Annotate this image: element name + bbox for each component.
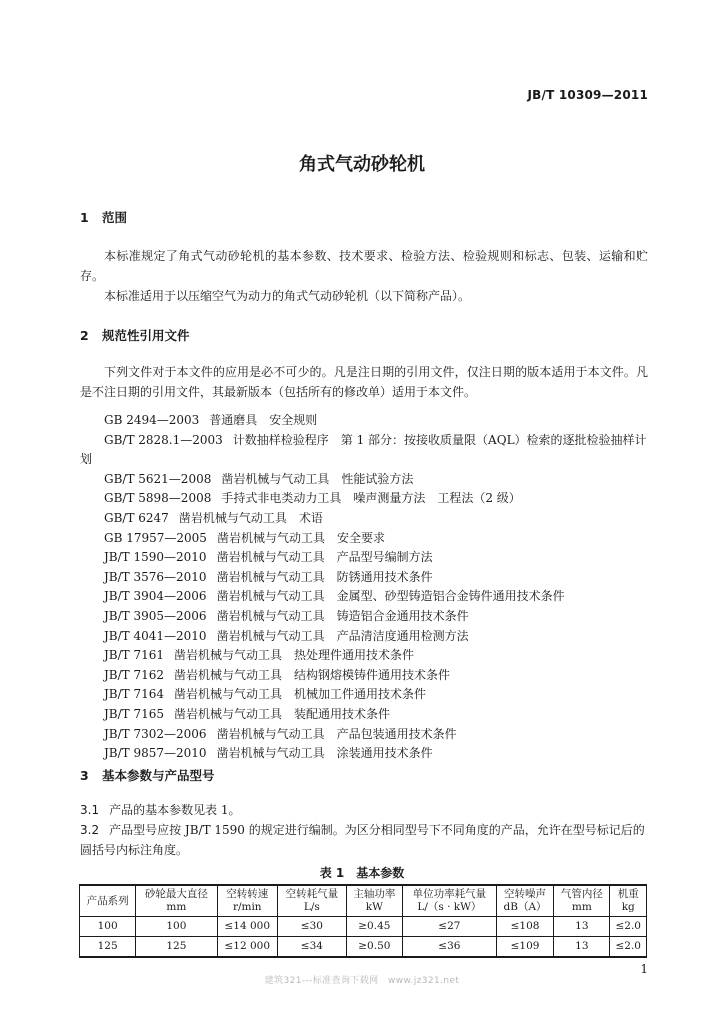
reference-title: 凿岩机械与气动工具 安全要求 <box>216 530 385 545</box>
table-cell: ≤27 <box>402 917 496 937</box>
reference-item <box>80 725 648 745</box>
header-specific-air-consumption: 单位功率耗气量 L/（s · kW） <box>402 885 496 917</box>
table-caption: 表 1 基本参数 <box>319 866 405 880</box>
reference-code: JB/T 3904—2006 <box>104 589 207 604</box>
table-cell: ≤36 <box>402 937 496 958</box>
reference-list <box>80 411 648 764</box>
reference-code: GB/T 6247 <box>104 510 169 525</box>
header-spindle-power: 主轴功率 kW <box>346 885 402 917</box>
table-cell: ≤2.0 <box>610 917 647 937</box>
document-code: JB/T 10309—2011 <box>527 88 648 102</box>
header-hose-inner-diameter: 气管内径 mm <box>554 885 610 917</box>
table-cell: ≤109 <box>496 937 553 958</box>
reference-code: GB/T 2828.1—2003 <box>104 432 223 447</box>
reference-item <box>80 568 648 588</box>
reference-item <box>80 509 648 529</box>
reference-title: 凿岩机械与气动工具 金属型、砂型铸造铝合金铸件通用技术条件 <box>216 589 565 604</box>
reference-item <box>80 529 648 549</box>
watermark: 建筑321---标准查询下载网 www.jz321.net <box>264 976 460 986</box>
clause-text: 产品型号应按 JB/T 1590 的规定进行编制。为区分相同型号下不同角度的产品，允许在型号标记后的圆括号内标注角度。 <box>80 823 645 857</box>
clause-text: 产品的基本参数见表 1。 <box>109 803 241 817</box>
reference-code: JB/T 7162 <box>104 667 165 682</box>
reference-item <box>80 587 648 607</box>
table-cell: ≤14 000 <box>217 917 277 937</box>
section-number: 2 <box>80 328 89 343</box>
reference-title: 凿岩机械与气动工具 术语 <box>178 510 323 525</box>
scope-paragraph: 本标准规定了角式气动砂轮机的基本参数、技术要求、检验方法、检验规则和标志、包装、运输和贮存。 <box>80 249 648 283</box>
reference-code: GB 17957—2005 <box>104 530 207 545</box>
table-cell: ≤2.0 <box>610 937 647 958</box>
section-1-heading <box>80 208 127 226</box>
reference-item <box>80 548 648 568</box>
reference-item <box>80 685 648 705</box>
table-cell: ≤12 000 <box>217 937 277 958</box>
table-cell: 100 <box>80 917 136 937</box>
table-cell: ≤30 <box>277 917 346 937</box>
clause-number: 3.2 <box>80 823 100 837</box>
reference-item <box>80 489 648 509</box>
section-2-heading <box>80 326 190 344</box>
header-free-air-consumption: 空转耗气量 L/s <box>277 885 346 917</box>
reference-code: JB/T 7302—2006 <box>104 726 207 741</box>
reference-code: JB/T 3576—2010 <box>104 569 207 584</box>
reference-code: JB/T 4041—2010 <box>104 628 207 643</box>
reference-code: JB/T 1590—2010 <box>104 550 207 565</box>
reference-code: GB/T 5621—2008 <box>104 471 212 486</box>
reference-title: 手持式非电类动力工具 噪声测量方法 工程法（2 级） <box>221 491 521 506</box>
reference-title: 计数抽样检验程序 第 1 部分：按接收质量限（AQL）检索的逐批检验抽样计划 <box>80 432 647 467</box>
section-title: 范围 <box>102 210 128 225</box>
header-max-wheel-diameter: 砂轮最大直径 mm <box>136 885 217 917</box>
reference-item <box>80 627 648 647</box>
table-cell: 125 <box>136 937 217 958</box>
section-3-heading <box>80 766 215 784</box>
page-number: 1 <box>640 962 648 976</box>
table-cell: 125 <box>80 937 136 958</box>
reference-item <box>80 744 648 764</box>
reference-code: GB/T 5898—2008 <box>104 491 212 506</box>
header-free-speed: 空转转速 r/min <box>217 885 277 917</box>
table-row <box>80 937 647 958</box>
table-cell: 13 <box>554 917 610 937</box>
section-number: 3 <box>80 768 89 783</box>
table-cell: ≤34 <box>277 937 346 958</box>
reference-item <box>80 666 648 686</box>
reference-code: JB/T 3905—2006 <box>104 608 207 623</box>
table-header-row <box>80 885 647 917</box>
reference-item <box>80 411 648 431</box>
table-cell: 13 <box>554 937 610 958</box>
reference-title: 凿岩机械与气动工具 产品清洁度通用检测方法 <box>216 628 469 643</box>
reference-title: 凿岩机械与气动工具 产品包装通用技术条件 <box>216 726 457 741</box>
reference-title: 凿岩机械与气动工具 性能试验方法 <box>221 471 414 486</box>
section-title: 基本参数与产品型号 <box>102 768 215 783</box>
reference-code: JB/T 7164 <box>104 687 165 702</box>
reference-code: GB 2494—2003 <box>104 413 200 427</box>
clause-3-2 <box>80 820 648 860</box>
reference-code: JB/T 9857—2010 <box>104 746 207 761</box>
reference-title: 普通磨具 安全规则 <box>209 413 318 427</box>
clause-3-1 <box>80 800 648 820</box>
reference-item <box>80 646 648 666</box>
reference-item <box>80 705 648 725</box>
header-free-noise: 空转噪声 dB（A） <box>496 885 553 917</box>
table-row <box>80 917 647 937</box>
reference-title: 凿岩机械与气动工具 铸造铝合金通用技术条件 <box>216 608 469 623</box>
clause-number: 3.1 <box>80 803 100 817</box>
section-title: 规范性引用文件 <box>102 328 190 343</box>
reference-title: 凿岩机械与气动工具 热处理件通用技术条件 <box>174 648 415 663</box>
document-title: 角式气动砂轮机 <box>299 154 425 175</box>
table-cell: 100 <box>136 917 217 937</box>
reference-item <box>80 431 648 470</box>
reference-item <box>80 470 648 490</box>
normative-references-intro: 下列文件对于本文件的应用是必不可少的。凡是注日期的引用文件，仅注日期的版本适用于本文件。凡是不注日期的引用文件，其最新版本（包括所有的修改单）适用于本文件。 <box>80 365 648 399</box>
table-cell: ≥0.50 <box>346 937 402 958</box>
reference-title: 凿岩机械与气动工具 防锈通用技术条件 <box>216 569 433 584</box>
reference-title: 凿岩机械与气动工具 机械加工件通用技术条件 <box>174 687 427 702</box>
reference-title: 凿岩机械与气动工具 产品型号编制方法 <box>216 550 433 565</box>
basic-parameters-table <box>79 884 647 958</box>
reference-title: 凿岩机械与气动工具 涂装通用技术条件 <box>216 746 433 761</box>
header-weight: 机重 kg <box>610 885 647 917</box>
reference-item <box>80 607 648 627</box>
table-cell: ≤108 <box>496 917 553 937</box>
section-number: 1 <box>80 210 89 225</box>
header-product-series: 产品系列 <box>80 885 136 917</box>
reference-title: 凿岩机械与气动工具 结构钢熔模铸件通用技术条件 <box>174 667 451 682</box>
reference-title: 凿岩机械与气动工具 装配通用技术条件 <box>174 706 391 721</box>
table-cell: ≥0.45 <box>346 917 402 937</box>
reference-code: JB/T 7165 <box>104 706 165 721</box>
reference-code: JB/T 7161 <box>104 648 165 663</box>
scope-paragraph: 本标准适用于以压缩空气为动力的角式气动砂轮机（以下简称产品）。 <box>104 289 471 303</box>
